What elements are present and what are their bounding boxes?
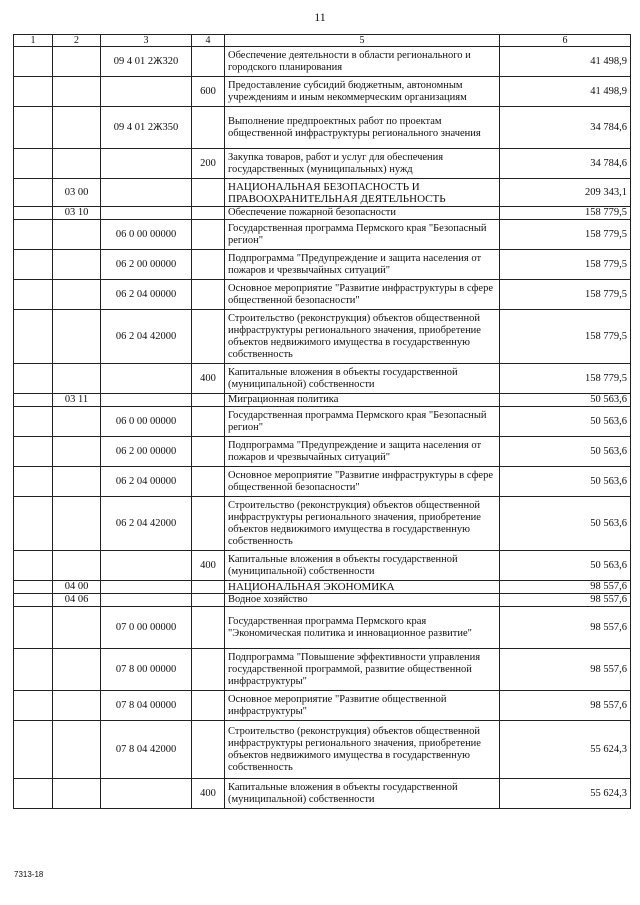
cell-description: НАЦИОНАЛЬНАЯ БЕЗОПАСНОСТЬ И ПРАВООХРАНИТЕЛЬНАЯ ДЕЯТЕЛЬНОСТЬ: [225, 179, 500, 207]
header-col-2: 2: [53, 35, 101, 47]
cell-description: Государственная программа Пермского края "Безопасный регион": [225, 220, 500, 250]
cell-expense-type: [192, 394, 225, 407]
cell-target-code: [101, 551, 192, 581]
cell-section-code: [53, 220, 101, 250]
cell-amount: 50 563,6: [500, 467, 631, 497]
cell-col-1: [14, 179, 53, 207]
cell-section-code: [53, 77, 101, 107]
cell-amount: 50 563,6: [500, 407, 631, 437]
budget-table: [13, 34, 631, 809]
cell-amount: 158 779,5: [500, 364, 631, 394]
cell-section-code: [53, 280, 101, 310]
cell-description: НАЦИОНАЛЬНАЯ ЭКОНОМИКА: [225, 581, 500, 594]
header-row: [14, 35, 631, 47]
cell-col-1: [14, 467, 53, 497]
cell-description: Закупка товаров, работ и услуг для обеспечения государственных (муниципальных) нужд: [225, 149, 500, 179]
cell-col-1: [14, 594, 53, 607]
table-row: [14, 594, 631, 607]
cell-amount: 34 784,6: [500, 107, 631, 149]
cell-target-code: 06 2 04 00000: [101, 467, 192, 497]
cell-section-code: [53, 497, 101, 551]
cell-section-code: 03 00: [53, 179, 101, 207]
cell-section-code: [53, 691, 101, 721]
cell-section-code: 04 06: [53, 594, 101, 607]
cell-section-code: 04 00: [53, 581, 101, 594]
cell-col-1: [14, 497, 53, 551]
cell-description: Строительство (реконструкция) объектов общественной инфраструктуры регионального значения, приобретение объектов недвижимого имущества в государственную собственность: [225, 497, 500, 551]
table-row: [14, 649, 631, 691]
cell-target-code: [101, 179, 192, 207]
cell-col-1: [14, 310, 53, 364]
cell-description: Капитальные вложения в объекты государственной (муниципальной) собственности: [225, 551, 500, 581]
cell-amount: 50 563,6: [500, 497, 631, 551]
cell-section-code: [53, 250, 101, 280]
header-col-4: 4: [192, 35, 225, 47]
cell-expense-type: [192, 179, 225, 207]
cell-expense-type: 600: [192, 77, 225, 107]
cell-target-code: 06 2 00 00000: [101, 437, 192, 467]
cell-target-code: 06 2 04 00000: [101, 280, 192, 310]
cell-amount: 98 557,6: [500, 649, 631, 691]
cell-section-code: [53, 467, 101, 497]
cell-expense-type: [192, 607, 225, 649]
cell-expense-type: [192, 280, 225, 310]
cell-target-code: [101, 207, 192, 220]
cell-description: Основное мероприятие "Развитие общественной инфраструктуры": [225, 691, 500, 721]
cell-description: Обеспечение деятельности в области регионального и городского планирования: [225, 47, 500, 77]
cell-target-code: [101, 149, 192, 179]
cell-description: Капитальные вложения в объекты государственной (муниципальной) собственности: [225, 364, 500, 394]
table-row: [14, 721, 631, 779]
cell-description: Предоставление субсидий бюджетным, автономным учреждениям и иным некоммерческим организациям: [225, 77, 500, 107]
cell-amount: 50 563,6: [500, 551, 631, 581]
cell-description: Миграционная политика: [225, 394, 500, 407]
cell-expense-type: [192, 407, 225, 437]
cell-amount: 98 557,6: [500, 594, 631, 607]
cell-col-1: [14, 207, 53, 220]
table-row: [14, 47, 631, 77]
cell-target-code: 07 8 04 00000: [101, 691, 192, 721]
cell-expense-type: [192, 497, 225, 551]
table-row: [14, 467, 631, 497]
table-row: [14, 779, 631, 809]
cell-target-code: 07 0 00 00000: [101, 607, 192, 649]
cell-target-code: 09 4 01 2Ж350: [101, 107, 192, 149]
cell-col-1: [14, 364, 53, 394]
cell-amount: 209 343,1: [500, 179, 631, 207]
cell-col-1: [14, 107, 53, 149]
cell-amount: 41 498,9: [500, 77, 631, 107]
cell-section-code: [53, 310, 101, 364]
cell-description: Подпрограмма "Предупреждение и защита населения от пожаров и чрезвычайных ситуаций": [225, 437, 500, 467]
cell-expense-type: 200: [192, 149, 225, 179]
cell-section-code: [53, 721, 101, 779]
cell-amount: 50 563,6: [500, 394, 631, 407]
cell-amount: 98 557,6: [500, 607, 631, 649]
cell-expense-type: [192, 581, 225, 594]
cell-amount: 158 779,5: [500, 207, 631, 220]
cell-target-code: 06 0 00 00000: [101, 407, 192, 437]
cell-col-1: [14, 607, 53, 649]
cell-target-code: [101, 394, 192, 407]
cell-target-code: [101, 779, 192, 809]
cell-col-1: [14, 551, 53, 581]
cell-col-1: [14, 649, 53, 691]
table-row: [14, 394, 631, 407]
cell-amount: 158 779,5: [500, 310, 631, 364]
table-row: [14, 220, 631, 250]
cell-description: Строительство (реконструкция) объектов общественной инфраструктуры регионального значения, приобретение объектов недвижимого имущества в государственную собственность: [225, 721, 500, 779]
cell-expense-type: [192, 47, 225, 77]
cell-amount: 158 779,5: [500, 250, 631, 280]
cell-section-code: [53, 407, 101, 437]
cell-amount: 158 779,5: [500, 220, 631, 250]
cell-expense-type: [192, 220, 225, 250]
cell-amount: 55 624,3: [500, 721, 631, 779]
cell-description: Капитальные вложения в объекты государственной (муниципальной) собственности: [225, 779, 500, 809]
header-col-3: 3: [101, 35, 192, 47]
cell-section-code: [53, 779, 101, 809]
table-row: [14, 581, 631, 594]
table-row: [14, 280, 631, 310]
cell-expense-type: [192, 649, 225, 691]
table-row: [14, 551, 631, 581]
cell-section-code: [53, 437, 101, 467]
cell-col-1: [14, 220, 53, 250]
cell-target-code: 06 2 04 42000: [101, 497, 192, 551]
cell-description: Основное мероприятие "Развитие инфраструктуры в сфере общественной безопасности": [225, 280, 500, 310]
cell-expense-type: 400: [192, 779, 225, 809]
cell-section-code: [53, 107, 101, 149]
cell-target-code: [101, 594, 192, 607]
cell-col-1: [14, 77, 53, 107]
cell-description: Обеспечение пожарной безопасности: [225, 207, 500, 220]
cell-section-code: [53, 607, 101, 649]
cell-expense-type: [192, 594, 225, 607]
cell-expense-type: [192, 310, 225, 364]
cell-target-code: 06 0 00 00000: [101, 220, 192, 250]
cell-expense-type: [192, 467, 225, 497]
table-row: [14, 437, 631, 467]
cell-target-code: 07 8 00 00000: [101, 649, 192, 691]
cell-target-code: [101, 77, 192, 107]
header-col-1: 1: [14, 35, 53, 47]
cell-expense-type: [192, 250, 225, 280]
cell-amount: 98 557,6: [500, 581, 631, 594]
table-row: [14, 179, 631, 207]
cell-col-1: [14, 149, 53, 179]
header-col-5: 5: [225, 35, 500, 47]
cell-description: Основное мероприятие "Развитие инфраструктуры в сфере общественной безопасности": [225, 467, 500, 497]
cell-expense-type: 400: [192, 551, 225, 581]
cell-col-1: [14, 691, 53, 721]
cell-expense-type: 400: [192, 364, 225, 394]
cell-expense-type: [192, 721, 225, 779]
cell-target-code: 09 4 01 2Ж320: [101, 47, 192, 77]
cell-target-code: 06 2 00 00000: [101, 250, 192, 280]
table-row: [14, 691, 631, 721]
cell-section-code: [53, 364, 101, 394]
cell-description: Выполнение предпроектных работ по проектам общественной инфраструктуры регионального значения: [225, 107, 500, 149]
cell-section-code: 03 10: [53, 207, 101, 220]
cell-amount: 55 624,3: [500, 779, 631, 809]
cell-expense-type: [192, 437, 225, 467]
cell-col-1: [14, 437, 53, 467]
table-row: [14, 407, 631, 437]
cell-target-code: 06 2 04 42000: [101, 310, 192, 364]
table-row: [14, 207, 631, 220]
table-row: [14, 364, 631, 394]
table-row: [14, 310, 631, 364]
cell-section-code: [53, 47, 101, 77]
cell-amount: 158 779,5: [500, 280, 631, 310]
cell-description: Государственная программа Пермского края "Безопасный регион": [225, 407, 500, 437]
cell-col-1: [14, 47, 53, 77]
cell-amount: 50 563,6: [500, 437, 631, 467]
table-row: [14, 607, 631, 649]
cell-description: Подпрограмма "Повышение эффективности управления государственной программой, развитие общественной инфраструктуры": [225, 649, 500, 691]
cell-col-1: [14, 407, 53, 437]
cell-col-1: [14, 581, 53, 594]
cell-description: Водное хозяйство: [225, 594, 500, 607]
table-row: [14, 107, 631, 149]
table-row: [14, 77, 631, 107]
cell-col-1: [14, 721, 53, 779]
cell-amount: 98 557,6: [500, 691, 631, 721]
cell-target-code: 07 8 04 42000: [101, 721, 192, 779]
cell-description: Подпрограмма "Предупреждение и защита населения от пожаров и чрезвычайных ситуаций": [225, 250, 500, 280]
cell-col-1: [14, 779, 53, 809]
table-body: [14, 47, 631, 809]
cell-col-1: [14, 280, 53, 310]
page-number: 11: [314, 10, 326, 24]
cell-expense-type: [192, 207, 225, 220]
cell-description: Государственная программа Пермского края "Экономическая политика и инновационное развитие": [225, 607, 500, 649]
cell-section-code: 03 11: [53, 394, 101, 407]
cell-section-code: [53, 149, 101, 179]
cell-section-code: [53, 551, 101, 581]
cell-target-code: [101, 364, 192, 394]
cell-amount: 41 498,9: [500, 47, 631, 77]
cell-col-1: [14, 250, 53, 280]
cell-section-code: [53, 649, 101, 691]
cell-description: Строительство (реконструкция) объектов общественной инфраструктуры регионального значения, приобретение объектов недвижимого имущества в государственную собственность: [225, 310, 500, 364]
table-row: [14, 497, 631, 551]
cell-expense-type: [192, 107, 225, 149]
document-code: 7313-18: [14, 870, 44, 879]
cell-target-code: [101, 581, 192, 594]
cell-col-1: [14, 394, 53, 407]
table-row: [14, 250, 631, 280]
cell-amount: 34 784,6: [500, 149, 631, 179]
header-col-6: 6: [500, 35, 631, 47]
cell-expense-type: [192, 691, 225, 721]
table-row: [14, 149, 631, 179]
